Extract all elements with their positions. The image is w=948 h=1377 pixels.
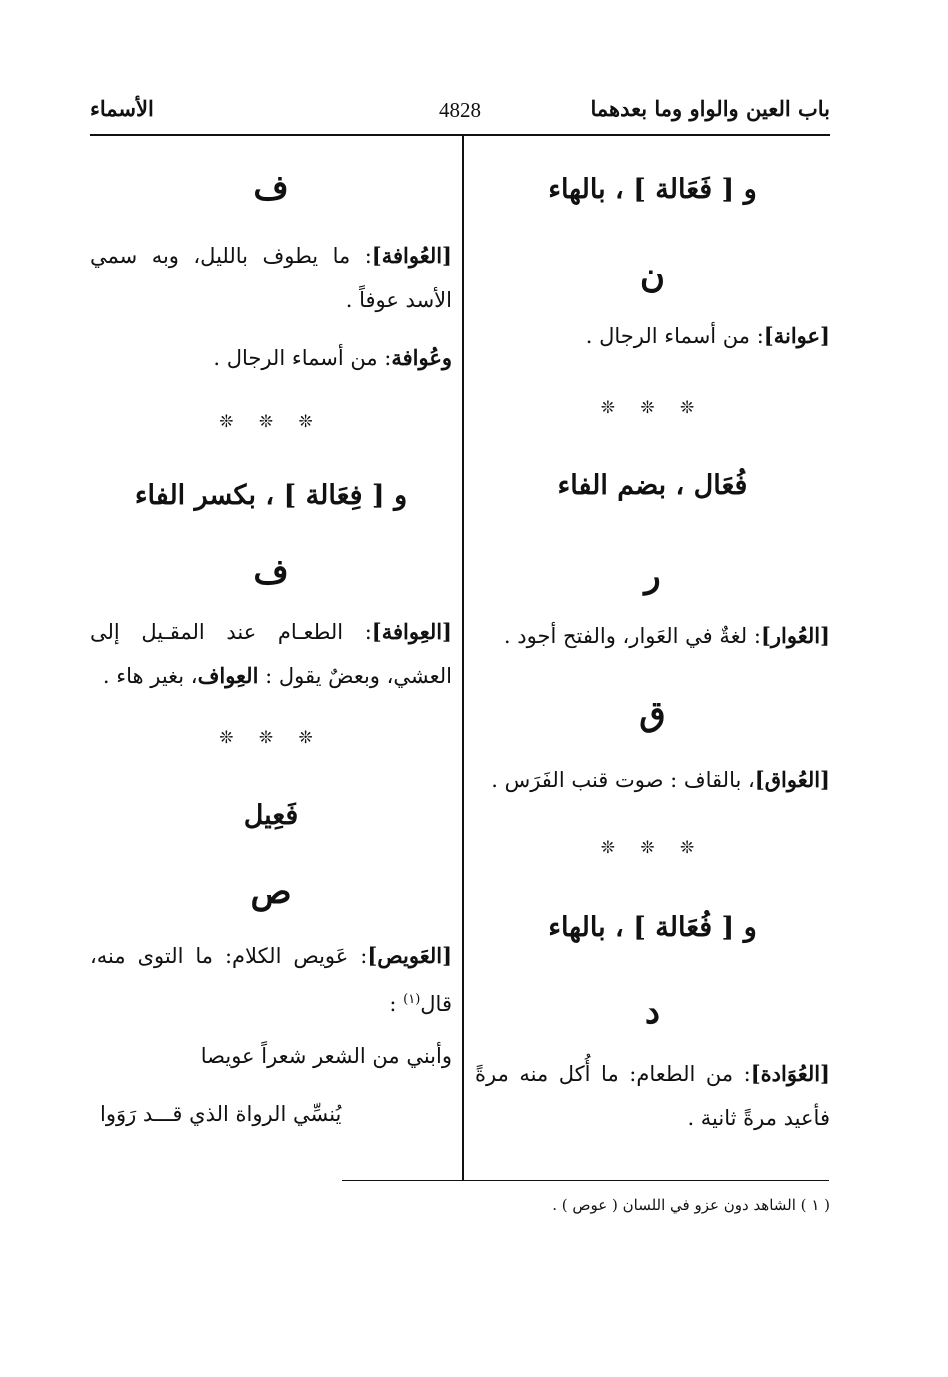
entry-uwaq [475,758,830,802]
header-rule [90,134,830,136]
entry-headword: [العَويص] [367,943,452,968]
entry-text: : عَويص الكلام: ما التوى منه، قال [90,944,452,1016]
footnote: ( ١ ) الشاهد دون عزو في اللسان ( عوص ) . [552,1196,830,1214]
entry-headword: [عوانة] [763,323,830,348]
letter-nun: ن [640,256,665,296]
entry-awana [475,314,830,358]
section-title: الأسماء [90,96,154,121]
entry-headword: [العُوَادة] [750,1061,830,1086]
verse-line-2: يُنسِّي الرواة الذي قـــد رَوَوا [100,1102,342,1126]
letter-ra: ر [644,556,661,596]
entry-uwafa [90,234,452,322]
section-separator: ❊ ❊ ❊ [600,838,705,858]
heading-fuala-ha: و [ فُعَالة ] ، بالهاء [548,912,757,943]
entry-headword: [العُواق] [754,767,830,792]
entry-awis [90,934,452,1026]
entry-headword: [العُوار] [760,623,830,648]
entry-text: : من الطعام: ما أُكل منه مرةً فأعيد مرةً ثانية . [475,1062,830,1130]
section-separator: ❊ ❊ ❊ [219,412,323,432]
section-separator: ❊ ❊ ❊ [219,728,323,748]
letter-qaf: ق [639,694,666,734]
entry-headword: [العُوافة] [371,243,452,268]
footnote-rule [342,1180,829,1181]
entry-text: : لغةٌ في العَوار، والفتح أجود . [503,624,761,648]
entry-uwar [475,614,830,658]
column-divider [462,136,464,1180]
entry-iwafa [90,610,452,698]
entry-uwafa-name [90,336,452,380]
chapter-title: باب العين والواو وما بعدهما [590,96,830,121]
letter-fa-2: ف [253,552,289,592]
entry-text: ، بغير هاء . [102,664,198,688]
entry-text: : من أسماء الرجال . [213,346,392,370]
heading-fual: فُعَال ، بضم الفاء [557,470,748,501]
entry-uwada [475,1052,830,1140]
verse-line-1: وأبني من الشعر شعراً عويصا [200,1044,452,1068]
page-number: 4828 [439,98,481,122]
entry-headword: وعُوافة [391,345,452,370]
heading-fiala: و [ فِعَالة ] ، بكسر الفاء [134,480,408,511]
entry-text: ، بالقاف : صوت قنب الفَرَس . [491,768,755,792]
letter-fa: ف [253,168,289,208]
entry-text: : من أسماء الرجال . [585,324,764,348]
section-separator: ❊ ❊ ❊ [600,398,705,418]
heading-fail: فَعِيل [243,800,299,831]
entry-text: : الطعـام عند المقـيل إلى العشي، وبعضٌ يقول : [90,620,452,688]
entry-headword-alt: العِواف [197,663,259,688]
letter-sad: ص [250,872,292,912]
letter-dal: د [644,992,661,1032]
page-header [90,92,830,132]
entry-text-end: : [389,992,404,1016]
entry-headword: [العِوافة] [371,619,452,644]
footnote-ref[interactable]: (١) [403,992,421,1007]
heading-fa-ala-ha: و [ فَعَالة ] ، بالهاء [548,174,757,205]
entry-text: : ما يطوف بالليل، وبه سمي الأسد عوفاً . [90,244,452,312]
